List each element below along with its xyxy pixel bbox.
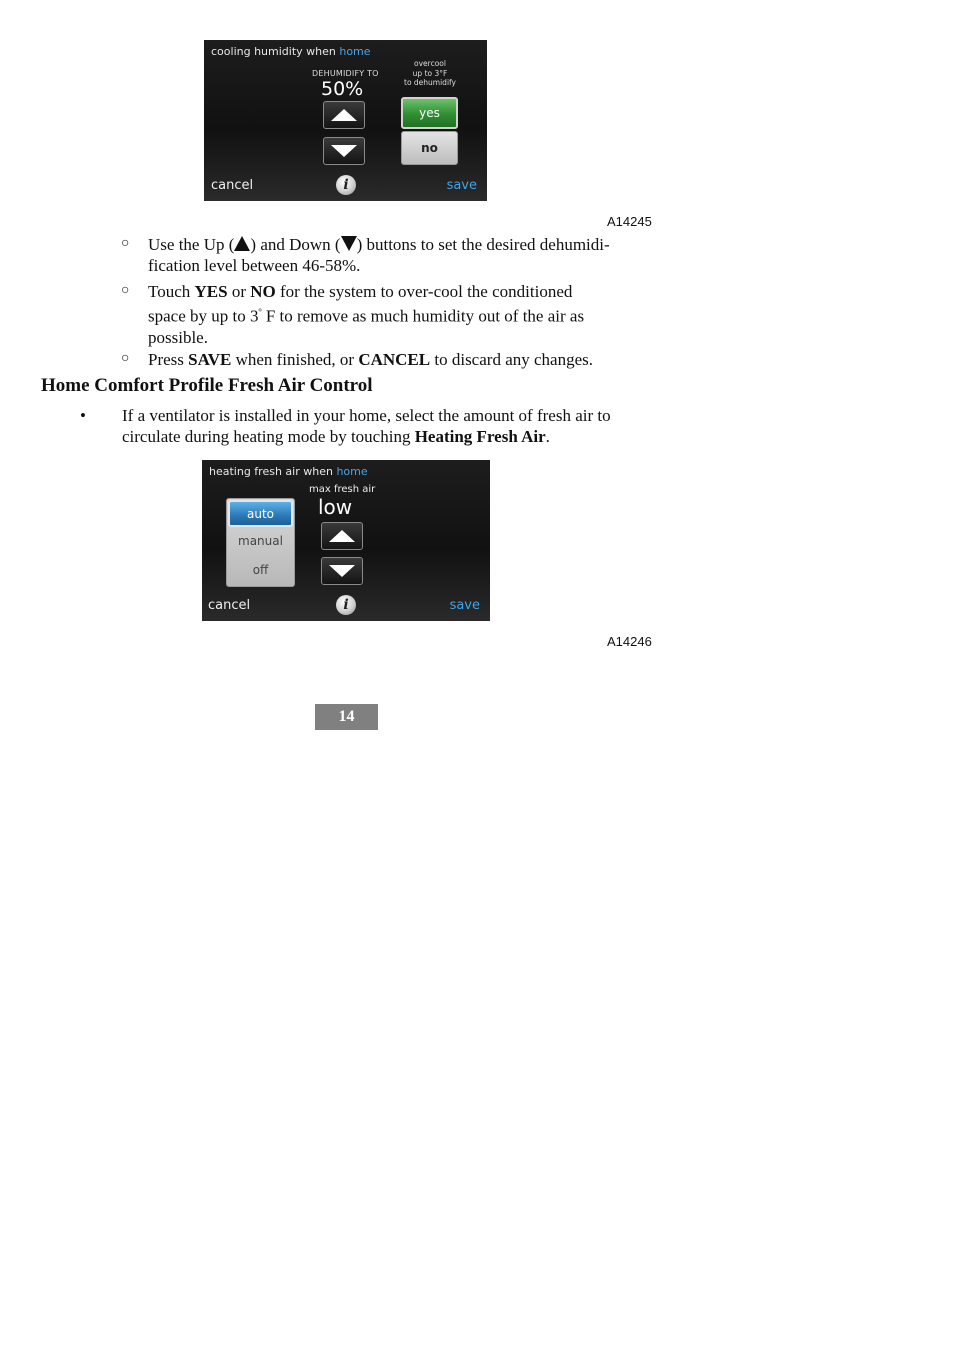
arrow-up-icon [329,530,355,542]
screen-title: heating fresh air when home [209,465,368,478]
info-icon[interactable]: i [336,175,356,195]
dehumidify-down-button[interactable] [323,137,365,165]
title-highlight: home [336,465,368,478]
dehumidify-value: 50% [321,78,364,100]
overcool-no-button[interactable]: no [401,131,458,165]
arrow-up-icon [331,109,357,121]
arrow-down-icon [331,145,357,157]
fresh-air-up-button[interactable] [321,522,363,550]
cancel-button[interactable]: cancel [208,598,251,613]
figure-code: A14245 [607,214,652,229]
bullet-marker: • [80,406,86,425]
title-highlight: home [339,45,371,58]
fresh-air-down-button[interactable] [321,557,363,585]
list-item-text: If a ventilator is installed in your home, select the amount of fresh air to circulate during heating mode by touching Heating Fresh Air. [122,406,611,446]
mode-auto-button[interactable]: auto [228,500,293,527]
down-triangle-icon [341,236,357,251]
mode-selector [226,498,295,587]
figure-code: A14246 [607,634,652,649]
screen-title: cooling humidity when home [211,45,371,58]
max-fresh-air-value: low [318,495,353,519]
bullet-marker: ○ [121,351,130,366]
dehumidify-label: DEHUMIDIFY TO [312,69,379,78]
save-button[interactable]: save [446,178,477,193]
info-icon[interactable]: i [336,595,356,615]
up-triangle-icon [234,236,250,251]
arrow-down-icon [329,565,355,577]
overcool-line: overcool [414,59,446,68]
section-heading: Home Comfort Profile Fresh Air Control [41,375,373,396]
page-number: 14 [315,704,378,730]
overcool-label [400,59,460,88]
overcool-line: to dehumidify [404,78,456,87]
mode-manual-button[interactable]: manual [238,534,283,548]
bullet-marker: ○ [121,236,130,251]
list-item-text: Touch YES or NO for the system to over-cool the conditioned space by up to $3^º$ F to remove as much humidity out of the air as possible. [148,282,585,347]
heating-fresh-air-screen [202,460,490,621]
max-fresh-air-label: max fresh air [309,484,376,495]
cancel-button[interactable]: cancel [211,178,254,193]
list-item-text: Use the Up ( ) and Down ( ) buttons to set the desired dehumidi- fication level between 46-58%. [148,235,610,275]
save-button[interactable]: save [449,598,480,613]
bullet-marker: ○ [121,283,130,298]
dehumidify-up-button[interactable] [323,101,365,129]
cooling-humidity-screen [204,40,487,201]
overcool-yes-button[interactable]: yes [401,97,458,129]
mode-off-button[interactable]: off [252,563,269,577]
list-item-text: Press SAVE when finished, or CANCEL to discard any changes. [148,350,593,369]
overcool-line: up to 3°F [412,68,448,78]
